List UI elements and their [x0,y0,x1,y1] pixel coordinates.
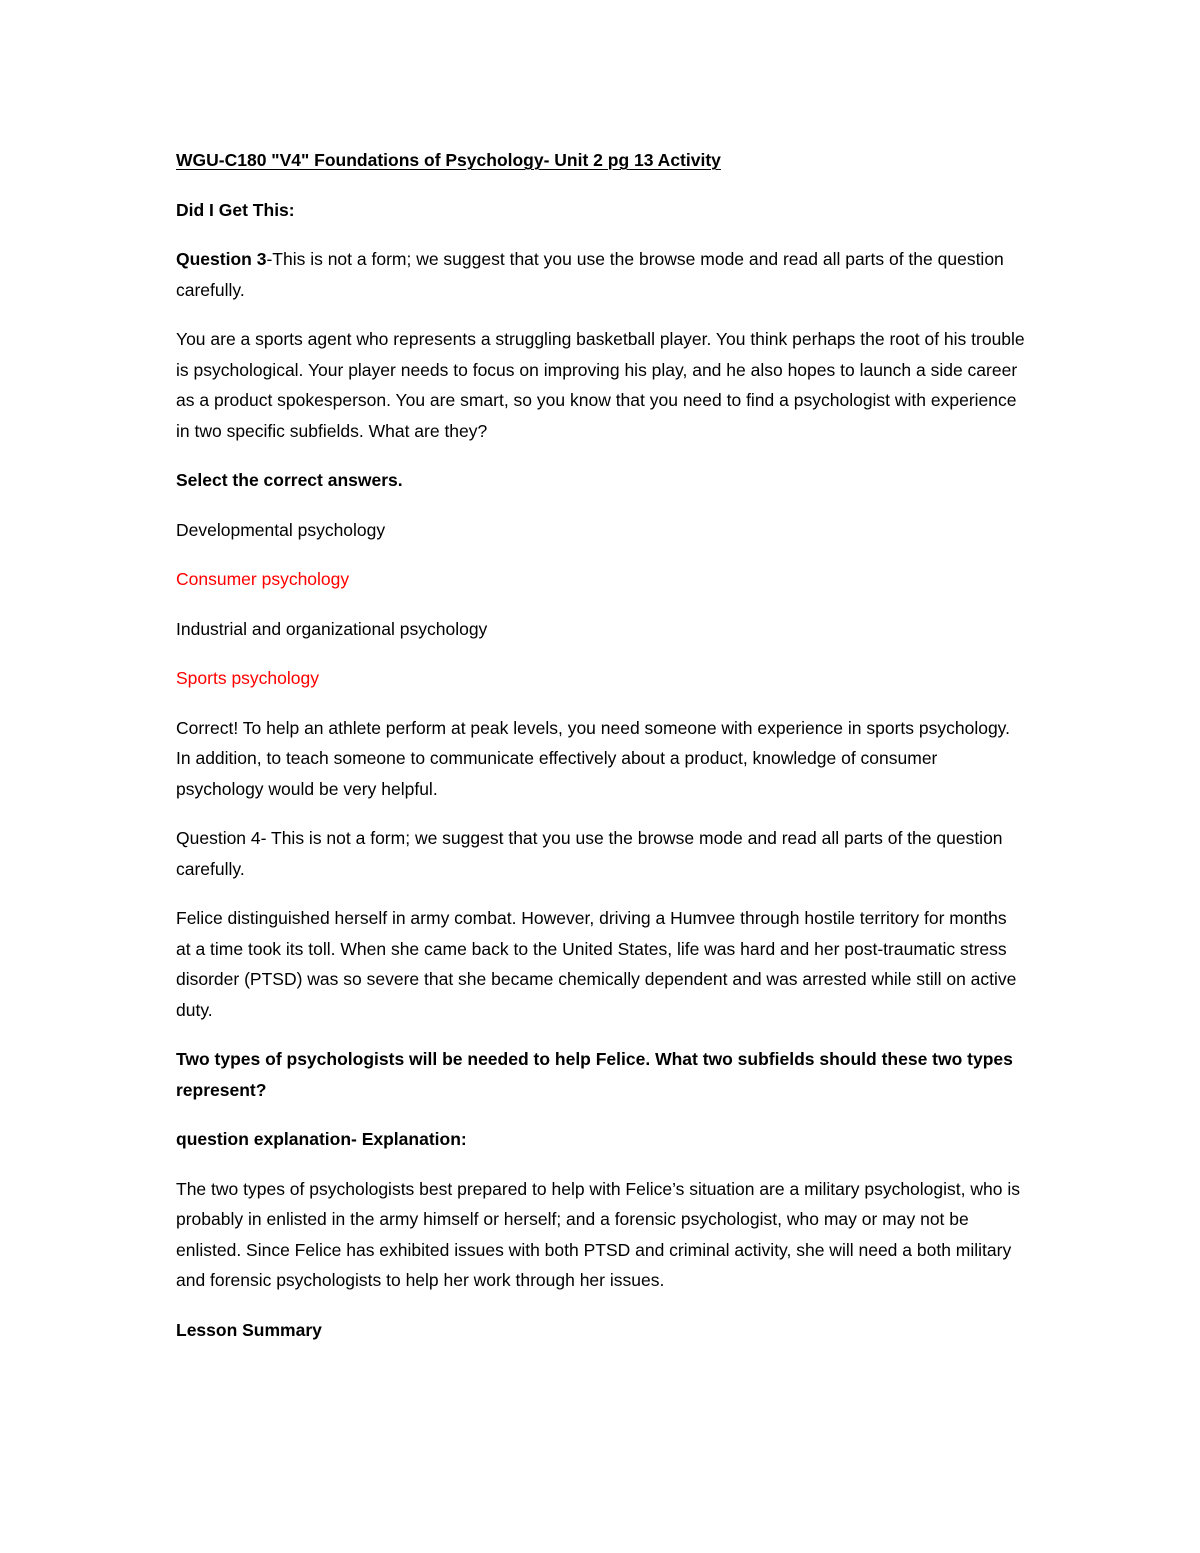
document-title: WGU-C180 "V4" Foundations of Psychology- Unit 2 pg 13 Activity [176,150,721,170]
document-body [176,145,1026,1364]
answer-option-correct: Consumer psychology [176,569,350,589]
lesson-summary-heading: Lesson Summary [176,1319,322,1340]
explanation-text: The two types of psychologists best prepared to help with Felice’s situation are a military psychologist, who is probably in enlisted in the army himself or herself; and a forensic psychologist, who may or may not be enlisted. Since Felice has exhibited issues with both PTSD and criminal activity, she will need a both military and forensic psychologists to help her work through her issues. [176,1178,1020,1290]
answer-option: Industrial and organizational psychology [176,618,488,639]
question-4-scenario: Felice distinguished herself in army combat. However, driving a Humvee through hostile territory for months at a time took its toll. When she came back to the United States, life was hard and her post-traumatic stress disorder (PTSD) was so severe that she became chemically dependent and was arrested while still on active duty. [176,908,1017,1020]
question-4-prompt: Two types of psychologists will be needed to help Felice. What two subfields should these two types represent? [176,1049,1013,1100]
question-3-intro [176,244,1026,305]
question-3-scenario: You are a sports agent who represents a struggling basketball player. You think perhaps the root of his trouble is psychological. Your player needs to focus on improving his play, and he also hopes to launch a side career as a product spokesperson. You are smart, so you know that you need to find a psychologist with experience in two specific subfields. What are they? [176,329,1025,441]
section-heading: Did I Get This: [176,199,295,220]
explanation-heading: question explanation- Explanation: [176,1129,467,1149]
question-3-label: Question 3 [176,249,267,269]
answer-option-correct: Sports psychology [176,668,319,688]
question-3-intro-text: -This is not a form; we suggest that you use the browse mode and read all parts of the question carefully. [176,249,1004,300]
question-3-instruction: Select the correct answers. [176,470,403,490]
question-3-feedback: Correct! To help an athlete perform at peak levels, you need someone with experience in sports psychology. In addition, to teach someone to communicate effectively about a product, knowledge of consumer psychology would be very helpful. [176,717,1010,799]
answer-option: Developmental psychology [176,519,386,540]
question-4-intro: Question 4- This is not a form; we suggest that you use the browse mode and read all parts of the question carefully. [176,828,1003,879]
